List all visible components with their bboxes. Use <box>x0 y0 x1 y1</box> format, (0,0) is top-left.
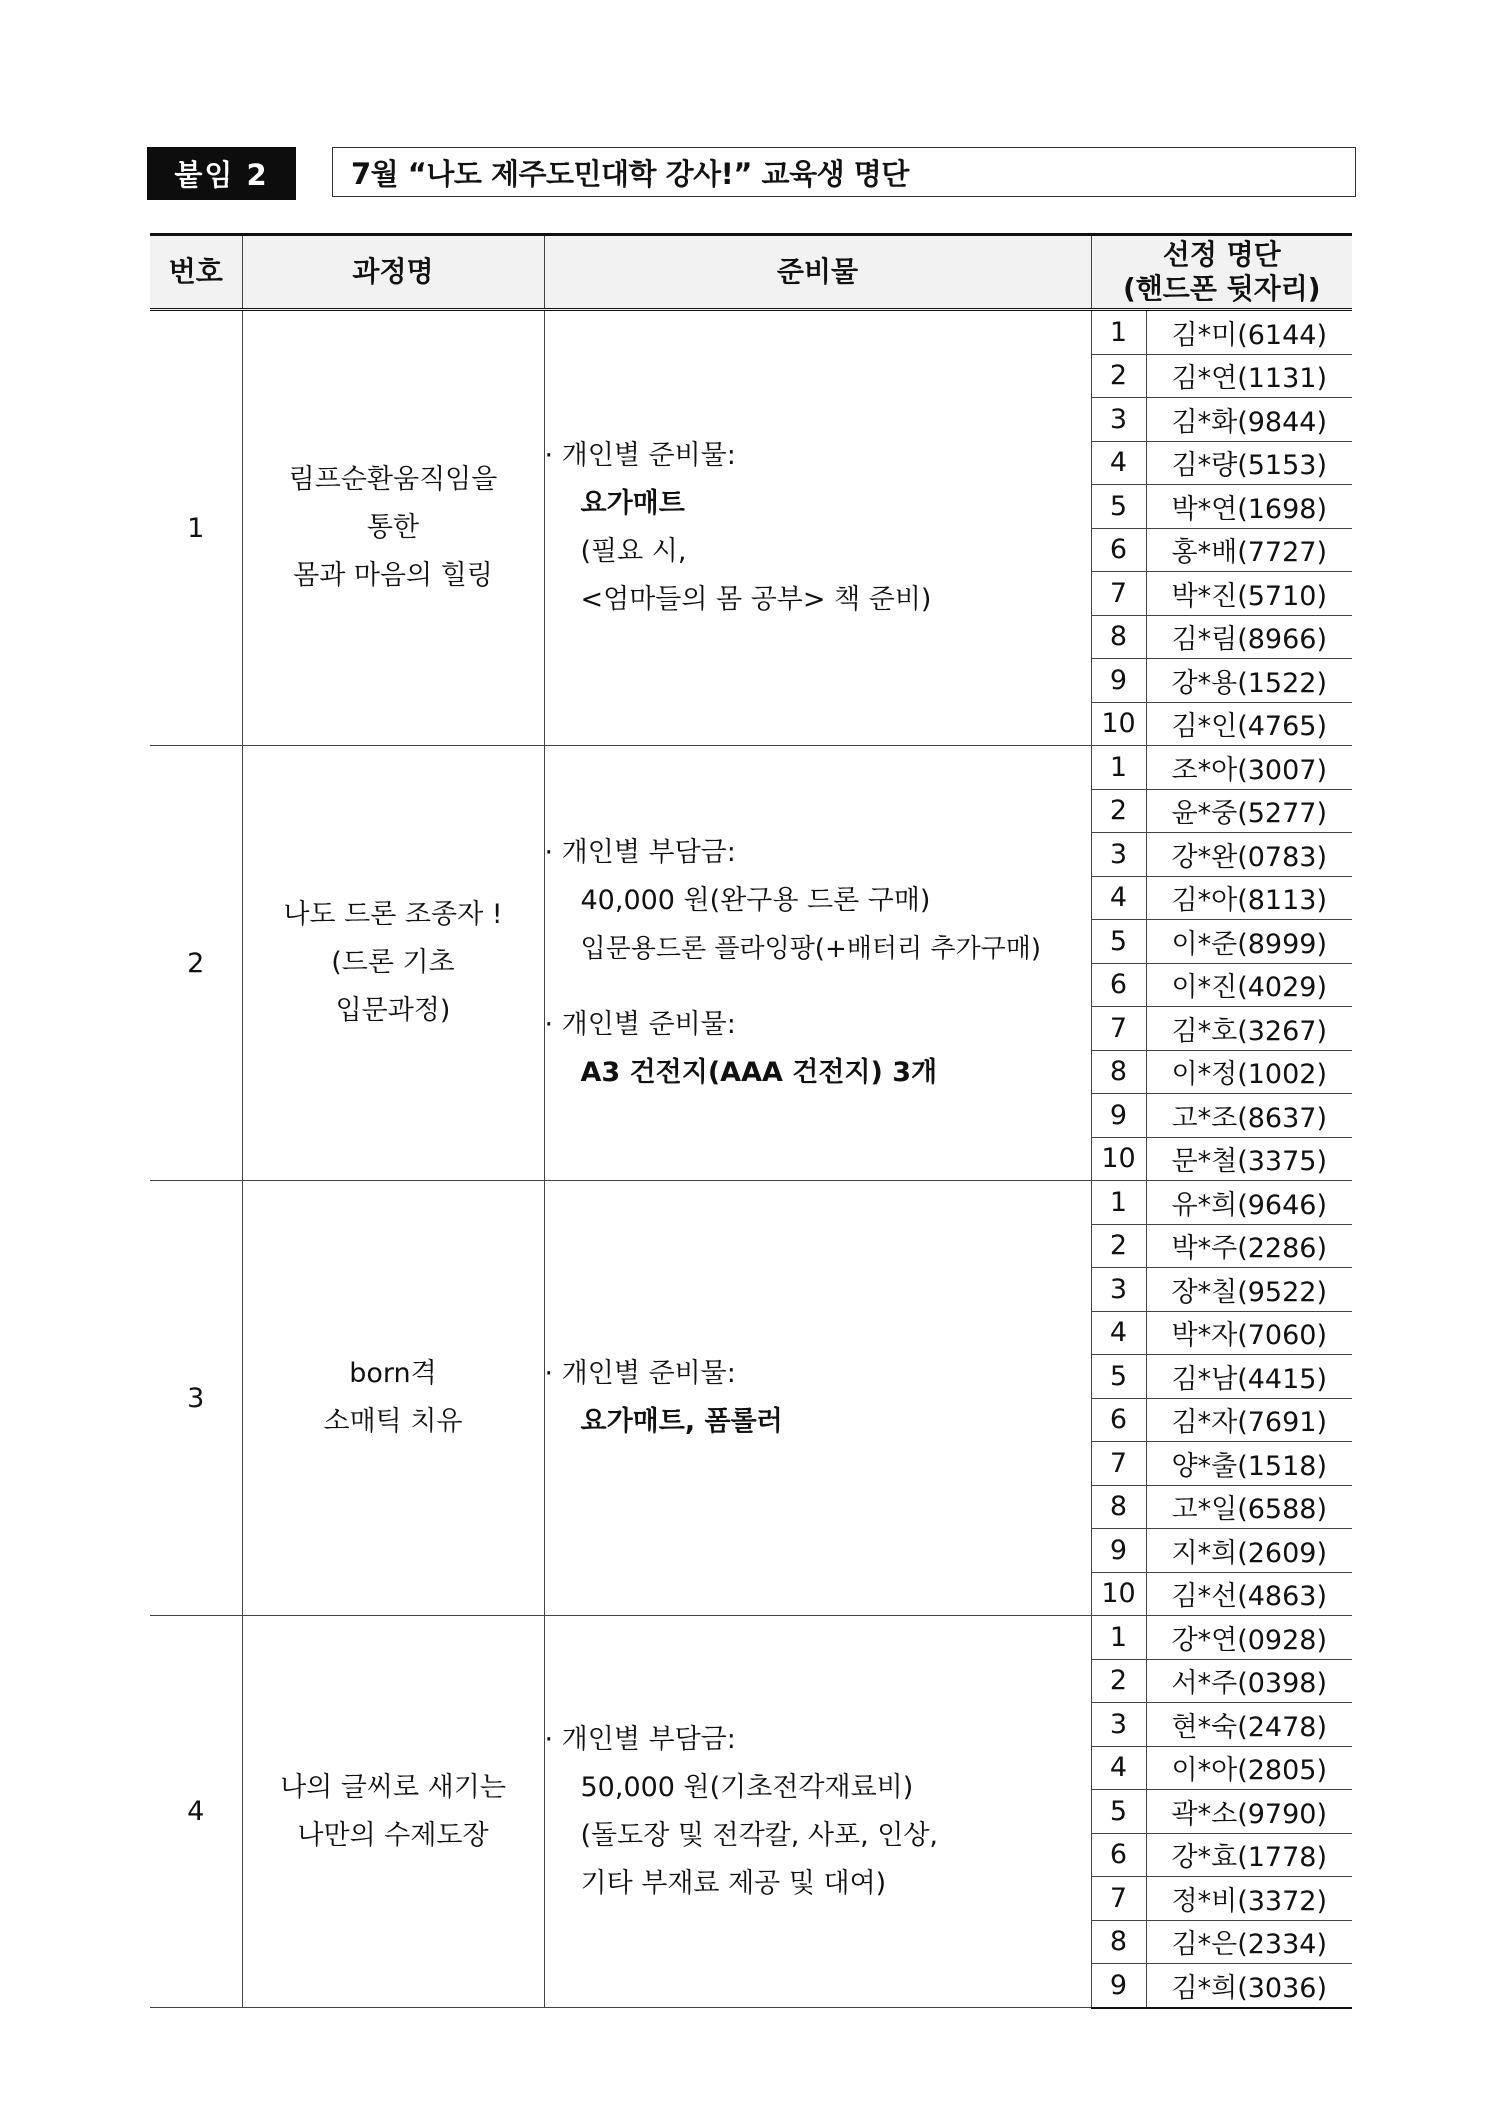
course-name-line: born격 <box>349 1358 437 1389</box>
selected-person: 고*조(8637) <box>1146 1094 1352 1138</box>
selection-index: 1 <box>1091 1181 1146 1225</box>
selected-person: 이*정(1002) <box>1146 1050 1352 1094</box>
selection-index: 2 <box>1091 789 1146 833</box>
supply-line: 요가매트, 폼롤러 <box>580 1406 783 1437</box>
selected-person: 김*희(3036) <box>1146 1964 1352 2008</box>
selection-index: 5 <box>1091 1790 1146 1834</box>
selection-index: 8 <box>1091 615 1146 659</box>
selected-person: 곽*소(9790) <box>1146 1790 1352 1834</box>
supply-line: · 개인별 부담금: <box>544 1723 736 1755</box>
course-name <box>242 1616 544 2008</box>
course-supplies <box>544 310 1091 746</box>
selected-person: 지*희(2609) <box>1146 1529 1352 1573</box>
selection-index: 3 <box>1091 1703 1146 1747</box>
selected-person: 김*량(5153) <box>1146 441 1352 485</box>
selection-index: 1 <box>1091 310 1146 355</box>
selected-person: 이*준(8999) <box>1146 920 1352 964</box>
selected-person: 강*연(0928) <box>1146 1616 1352 1660</box>
course-number: 2 <box>150 746 242 1181</box>
selection-index: 4 <box>1091 1746 1146 1790</box>
supply-line: 50,000 원(기초전각재료비) <box>580 1771 914 1803</box>
header-number: 번호 <box>150 235 242 310</box>
selection-index: 4 <box>1091 876 1146 920</box>
selected-person: 박*연(1698) <box>1146 485 1352 529</box>
selected-person: 고*일(6588) <box>1146 1485 1352 1529</box>
course-name-line: 입문과정) <box>335 995 451 1026</box>
selection-index: 8 <box>1091 1485 1146 1529</box>
course-name-line: 통한 <box>366 512 420 543</box>
selected-person: 김*림(8966) <box>1146 615 1352 659</box>
selected-person: 김*연(1131) <box>1146 354 1352 398</box>
selection-index: 2 <box>1091 1224 1146 1268</box>
selected-person: 조*아(3007) <box>1146 746 1352 790</box>
course-name <box>242 310 544 746</box>
selection-index: 8 <box>1091 1920 1146 1964</box>
course-supplies <box>544 746 1091 1181</box>
selection-index: 5 <box>1091 485 1146 529</box>
selected-person: 김*선(4863) <box>1146 1572 1352 1616</box>
selected-person: 장*칠(9522) <box>1146 1268 1352 1312</box>
selected-person: 강*용(1522) <box>1146 659 1352 703</box>
selection-index: 10 <box>1091 702 1146 746</box>
selected-person: 문*철(3375) <box>1146 1137 1352 1181</box>
selected-person: 김*미(6144) <box>1146 310 1352 355</box>
selection-index: 6 <box>1091 1833 1146 1877</box>
selected-person: 강*효(1778) <box>1146 1833 1352 1877</box>
table-row <box>150 746 1352 790</box>
course-name-line: (드론 기초 <box>331 947 455 978</box>
selection-index: 10 <box>1091 1572 1146 1616</box>
supply-line: <엄마들의 몸 공부> 책 준비) <box>580 584 932 615</box>
selection-index: 3 <box>1091 833 1146 877</box>
selection-index: 9 <box>1091 1094 1146 1138</box>
course-supplies <box>544 1616 1091 2008</box>
selected-person: 서*주(0398) <box>1146 1659 1352 1703</box>
supply-line: · 개인별 준비물: <box>544 440 736 471</box>
selection-index: 6 <box>1091 963 1146 1007</box>
selection-index: 2 <box>1091 1659 1146 1703</box>
selected-person: 김*남(4415) <box>1146 1355 1352 1399</box>
selection-index: 10 <box>1091 1137 1146 1181</box>
supply-line: A3 건전지(AAA 건전지) 3개 <box>580 1057 938 1088</box>
selected-person: 김*호(3267) <box>1146 1007 1352 1051</box>
supply-line: 기타 부재료 제공 및 대여) <box>580 1867 887 1899</box>
roster-body <box>150 310 1352 2008</box>
selected-person: 현*숙(2478) <box>1146 1703 1352 1747</box>
course-name-line: 나의 글씨로 새기는 <box>280 1771 506 1803</box>
selection-index: 8 <box>1091 1050 1146 1094</box>
selected-person: 강*완(0783) <box>1146 833 1352 877</box>
selection-index: 7 <box>1091 1877 1146 1921</box>
header-row <box>150 235 1352 310</box>
selected-person: 박*주(2286) <box>1146 1224 1352 1268</box>
header-selected-list <box>1091 235 1352 310</box>
selected-person: 김*자(7691) <box>1146 1398 1352 1442</box>
course-name-line: 몸과 마음의 힐링 <box>293 560 493 591</box>
selection-index: 7 <box>1091 572 1146 616</box>
supply-line: · 개인별 부담금: <box>544 837 736 868</box>
header-selected-label: 선정 명단 <box>1162 238 1281 271</box>
supply-line: (필요 시, <box>580 536 687 567</box>
selection-index: 7 <box>1091 1442 1146 1486</box>
selected-person: 이*진(4029) <box>1146 963 1352 1007</box>
supply-line: · 개인별 준비물: <box>544 1009 736 1040</box>
selected-person: 유*희(9646) <box>1146 1181 1352 1225</box>
table-row <box>150 310 1352 355</box>
selection-index: 3 <box>1091 398 1146 442</box>
supply-line: 요가매트 <box>580 488 685 519</box>
supply-line: 입문용드론 플라잉팡(+배터리 추가구매) <box>580 934 1041 964</box>
selected-person: 김*아(8113) <box>1146 876 1352 920</box>
selection-index: 9 <box>1091 1529 1146 1573</box>
table-row <box>150 1181 1352 1225</box>
selection-index: 6 <box>1091 1398 1146 1442</box>
selection-index: 1 <box>1091 746 1146 790</box>
course-name-line: 나도 드론 조종자 ! <box>283 899 503 930</box>
attachment-label: 붙임 2 <box>147 147 296 200</box>
selection-index: 7 <box>1091 1007 1146 1051</box>
selection-index: 6 <box>1091 528 1146 572</box>
selection-index: 9 <box>1091 1964 1146 2008</box>
course-number: 3 <box>150 1181 242 1616</box>
selected-person: 김*화(9844) <box>1146 398 1352 442</box>
supply-line: 40,000 원(완구용 드론 구매) <box>580 885 931 916</box>
document-title: 7월 “나도 제주도민대학 강사!” 교육생 명단 <box>332 147 1356 197</box>
selection-index: 5 <box>1091 1355 1146 1399</box>
selected-person: 홍*배(7727) <box>1146 528 1352 572</box>
selection-index: 1 <box>1091 1616 1146 1660</box>
selected-person: 양*출(1518) <box>1146 1442 1352 1486</box>
header-course-name: 과정명 <box>242 235 544 310</box>
course-supplies <box>544 1181 1091 1616</box>
selected-person: 윤*중(5277) <box>1146 789 1352 833</box>
supply-line: · 개인별 준비물: <box>544 1358 736 1389</box>
course-name-line: 소매틱 치유 <box>323 1406 463 1437</box>
header-supplies: 준비물 <box>544 235 1091 310</box>
course-number: 1 <box>150 310 242 746</box>
selected-person: 김*은(2334) <box>1146 1920 1352 1964</box>
selected-person: 이*아(2805) <box>1146 1746 1352 1790</box>
selection-index: 4 <box>1091 1311 1146 1355</box>
table-row <box>150 1616 1352 1660</box>
course-number: 4 <box>150 1616 242 2008</box>
selected-person: 박*자(7060) <box>1146 1311 1352 1355</box>
supply-line: (돌도장 및 전각칼, 사포, 인상, <box>580 1819 939 1851</box>
selection-index: 5 <box>1091 920 1146 964</box>
selection-index: 2 <box>1091 354 1146 398</box>
header-phone-label: (핸드폰 뒷자리) <box>1122 272 1321 305</box>
selection-index: 9 <box>1091 659 1146 703</box>
spacer <box>545 973 1091 1001</box>
selection-index: 3 <box>1091 1268 1146 1312</box>
selection-index: 4 <box>1091 441 1146 485</box>
selected-person: 김*인(4765) <box>1146 702 1352 746</box>
course-name <box>242 746 544 1181</box>
roster-table <box>150 233 1352 2009</box>
course-name <box>242 1181 544 1616</box>
selected-person: 박*진(5710) <box>1146 572 1352 616</box>
selected-person: 정*비(3372) <box>1146 1877 1352 1921</box>
course-name-line: 나만의 수제도장 <box>297 1819 489 1851</box>
course-name-line: 림프순환움직임을 <box>288 464 498 495</box>
